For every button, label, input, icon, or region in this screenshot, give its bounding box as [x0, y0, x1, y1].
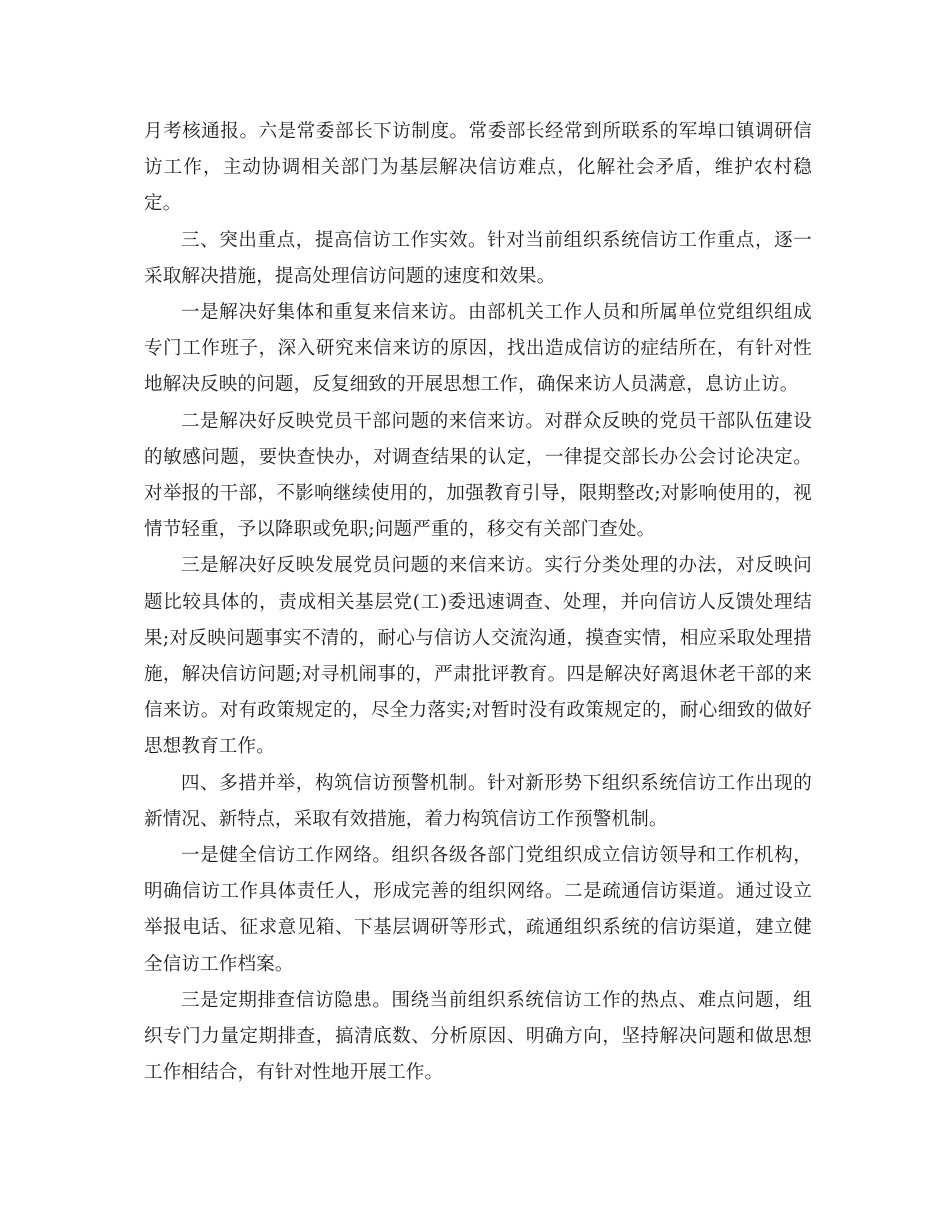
paragraph-1: 月考核通报。六是常委部长下访制度。常委部长经常到所联系的军埠口镇调研信访工作，主动协调相关部门为基层解决信访难点，化解社会矛盾，维护农村稳定。: [144, 121, 812, 215]
paragraph-8: 三是定期排查信访隐患。围绕当前组织系统信访工作的热点、难点问题，组织专门力量定期排查，搞清底数、分析原因、明确方向，坚持解决问题和做思想工作相结合，有针对性地开展工作。: [144, 989, 812, 1084]
paragraph-6: 四、多措并举，构筑信访预警机制。针对新形势下组织系统信访工作出现的新情况、新特点，采取有效措施，着力构筑信访工作预警机制。: [144, 772, 812, 830]
document-body: [144, 114, 812, 1091]
paragraph-3: 一是解决好集体和重复来信来访。由部机关工作人员和所属单位党组织组成专门工作班子，深入研究来信来访的原因，找出造成信访的症结所在，有针对性地解决反映的问题，反复细致的开展思想工作，确保来访人员满意，息访止访。: [144, 302, 812, 396]
paragraph-2: 三、突出重点，提高信访工作实效。针对当前组织系统信访工作重点，逐一采取解决措施，提高处理信访问题的速度和效果。: [144, 229, 812, 287]
paragraph-7: 一是健全信访工作网络。组织各级各部门党组织成立信访领导和工作机构，明确信访工作具体责任人，形成完善的组织网络。二是疏通信访渠道。通过设立举报电话、征求意见箱、下基层调研等形式，疏通组织系统的信访渠道，建立健全信访工作档案。: [144, 845, 812, 975]
paragraph-4: 二是解决好反映党员干部问题的来信来访。对群众反映的党员干部队伍建设的敏感问题，要快查快办，对调查结果的认定，一律提交部长办公会讨论决定。对举报的干部，不影响继续使用的，加强教育引导，限期整改;对影响使用的，视情节轻重，予以降职或免职;问题严重的，移交有关部门查处。: [144, 410, 812, 541]
paragraph-5: 三是解决好反映发展党员问题的来信来访。实行分类处理的办法，对反映问题比较具体的，责成相关基层党(工)委迅速调查、处理，并向信访人反馈处理结果;对反映问题事实不清的，耐心与信访人交流沟通，摸查实情，相应采取处理措施，解决信访问题;对寻机闹事的，严肃批评教育。四是解决好离退休老干部的来信来访。对有政策规定的，尽全力落实;对暂时没有政策规定的，耐心细致的做好思想教育工作。: [144, 555, 812, 758]
